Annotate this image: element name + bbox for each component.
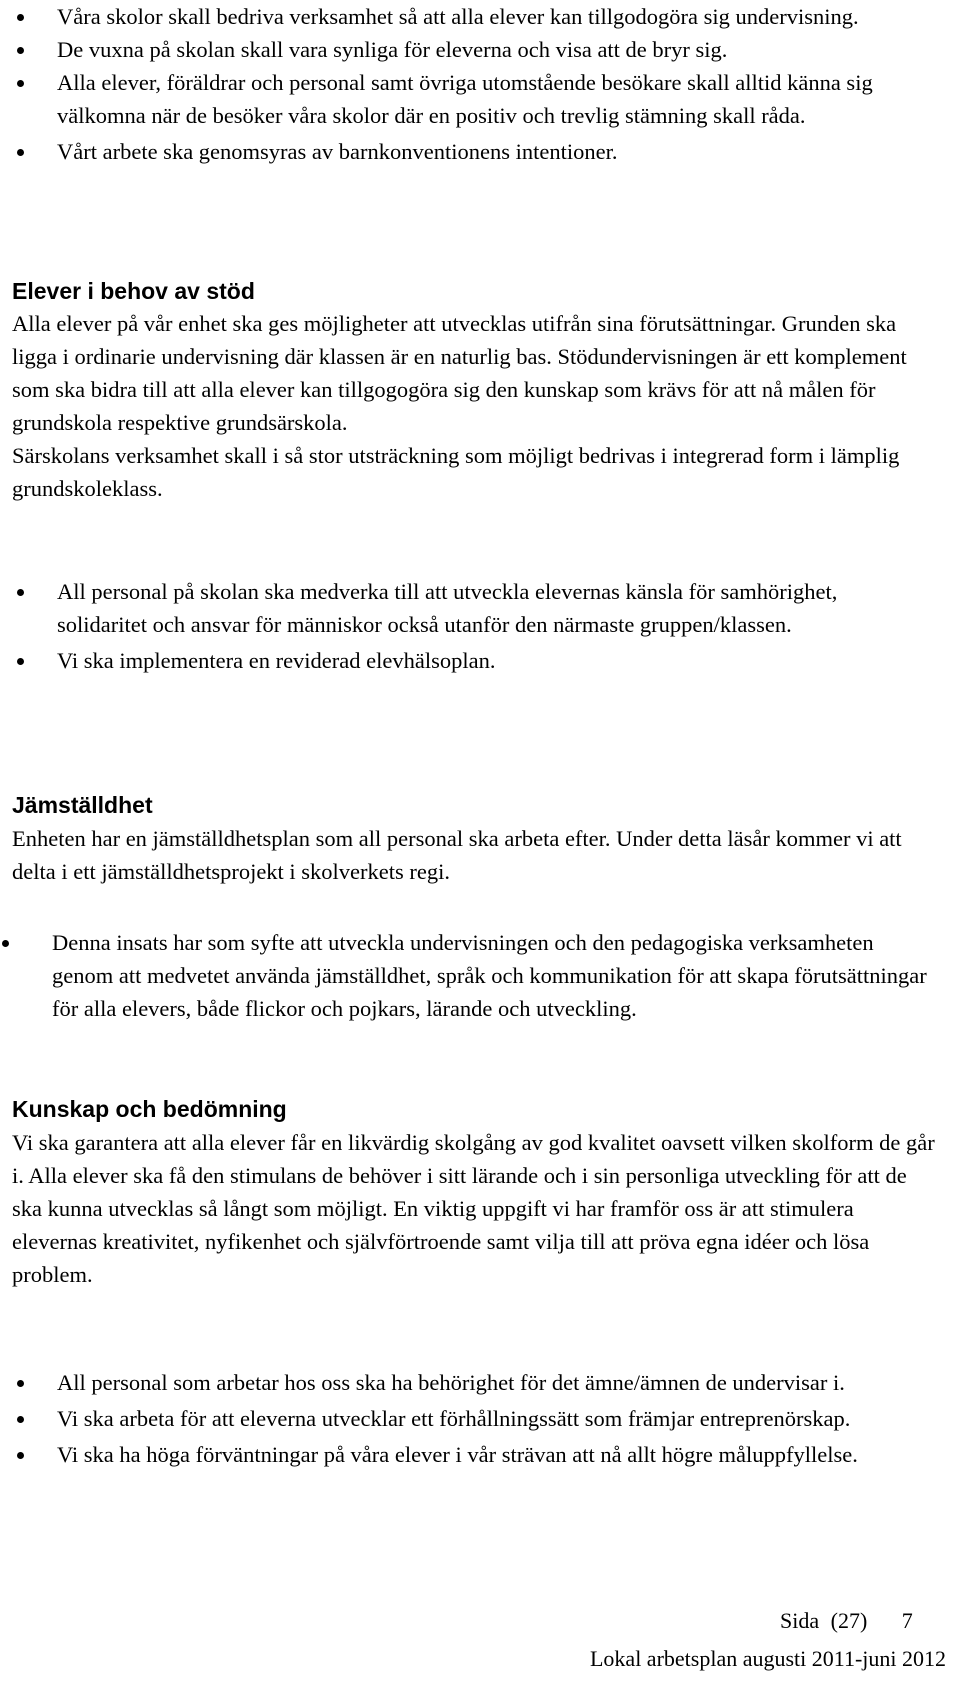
bullet-list — [12, 1366, 932, 1471]
paragraph: Särskolans verksamhet skall i så stor utsträckning som möjligt bedrivas i integrerad form i lämplig grundskoleklass. — [12, 443, 900, 501]
paragraph: Vi ska garantera att alla elever får en likvärdig skolgång av god kvalitet oavsett vilken skolform de går i. Alla elever ska få den stimulans de behöver i sitt lärande och i sin personliga utveckling för att de ska kunna utvecklas så långt som möjligt. En viktig uppgift vi har framför oss är att stimulera elevernas kreativitet, nyfikenhet och självförtroende samt vilja till att pröva egna idéer och lösa problem. — [12, 1130, 935, 1287]
list-item: Våra skolor skall bedriva verksamhet så att alla elever kan tillgodogöra sig undervisning. — [12, 0, 932, 33]
plan-title: Lokal arbetsplan augusti 2011-juni 2012 — [589, 1646, 946, 1671]
total-pages: (27) — [830, 1608, 868, 1633]
list-item: Vi ska arbeta för att eleverna utvecklar ett förhållningssätt som främjar entreprenörskap. — [12, 1402, 932, 1435]
list-item: Alla elever, föräldrar och personal samt övriga utomstående besökare skall alltid känna sig välkomna när de besöker våra skolor där en positiv och trevlig stämning skall råda. — [12, 66, 932, 132]
section-heading-jamstalldhet: Jämställdhet — [12, 792, 153, 818]
list-item: De vuxna på skolan skall vara synliga för eleverna och visa att de bryr sig. — [12, 33, 932, 66]
section-heading-elever-i-behov: Elever i behov av stöd — [12, 278, 255, 304]
section-body — [12, 822, 937, 888]
sida-label: Sida — [780, 1608, 820, 1633]
top-bullet-list — [12, 0, 932, 168]
section3-bullet-list — [12, 1366, 932, 1471]
bullet-list — [0, 926, 935, 1025]
list-item: Vårt arbete ska genomsyras av barnkonventionens intentioner. — [12, 135, 932, 168]
bullet-list — [12, 0, 932, 168]
section-body — [12, 307, 937, 505]
bullet-list — [12, 575, 932, 677]
list-item: Vi ska ha höga förväntningar på våra elever i vår strävan att nå allt högre måluppfyllelse. — [12, 1438, 932, 1471]
page-footer-number — [780, 1606, 913, 1636]
section-heading-kunskap-och-bedomning: Kunskap och bedömning — [12, 1096, 287, 1122]
paragraph: Alla elever på vår enhet ska ges möjligheter att utvecklas utifrån sina förutsättningar. Grunden ska ligga i ordinarie undervisning där klassen är en naturlig bas. Stödundervisningen är ett komplement som ska bidra till att alla elever kan tillgogogöra sig den kunskap som krävs för att nå målen för grundskola respektive grundsärskola. — [12, 311, 907, 435]
section2-bullet-list — [0, 926, 935, 1025]
list-item: All personal på skolan ska medverka till att utveckla elevernas känsla för samhörighet, solidaritet och ansvar för människor också utanför den närmaste gruppen/klassen. — [12, 575, 932, 641]
list-item: Denna insats har som syfte att utveckla undervisningen och den pedagogiska verksamheten genom att medvetet använda jämställdhet, språk och kommunikation för att skapa förutsättningar för alla elevers, både flickor och pojkars, lärande och utveckling. — [0, 926, 935, 1025]
section1-bullet-list — [12, 575, 932, 677]
paragraph: Enheten har en jämställdhetsplan som all personal ska arbeta efter. Under detta läsår kommer vi att delta i ett jämställdhetsprojekt i skolverkets regi. — [12, 826, 902, 884]
list-item: All personal som arbetar hos oss ska ha behörighet för det ämne/ämnen de undervisar i. — [12, 1366, 932, 1399]
page-number: 7 — [901, 1608, 913, 1633]
list-item: Vi ska implementera en reviderad elevhälsoplan. — [12, 644, 932, 677]
section-body — [12, 1126, 937, 1291]
